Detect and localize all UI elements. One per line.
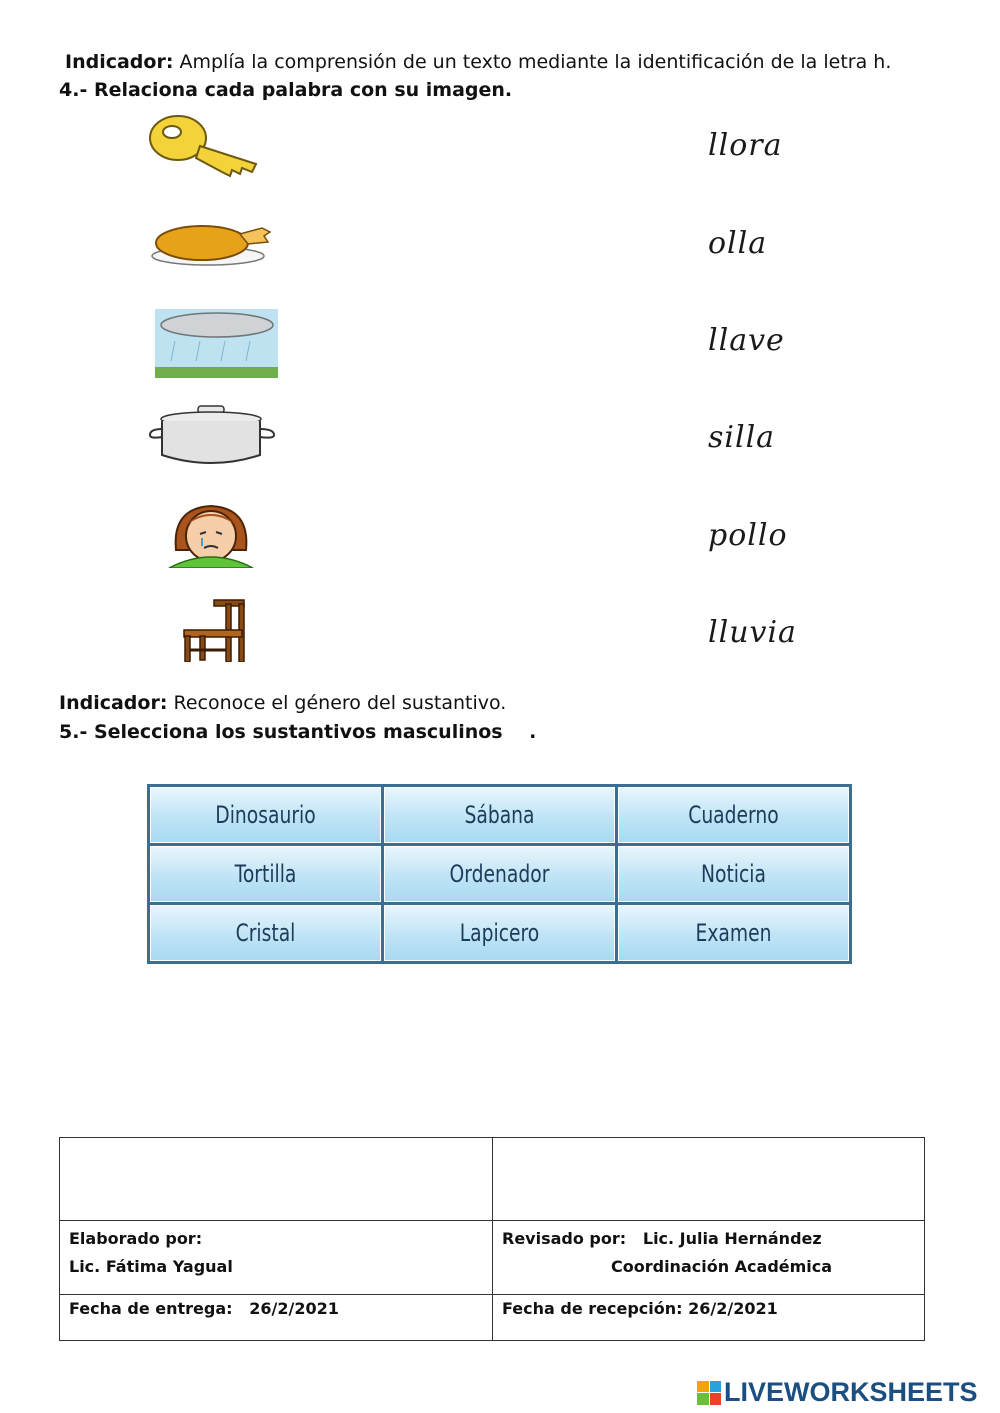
roast-chicken-icon xyxy=(150,216,275,268)
cooking-pot-icon xyxy=(148,405,276,467)
noun-cell-tortilla[interactable] xyxy=(150,846,381,902)
noun-cell-sabana[interactable] xyxy=(384,787,615,843)
indicator-text-2: Reconoce el género del sustantivo. xyxy=(173,692,507,714)
word-llave[interactable]: llave xyxy=(708,323,785,358)
wooden-chair-icon xyxy=(182,598,246,662)
noun-label: Lapicero xyxy=(459,919,540,947)
noun-cell-noticia[interactable] xyxy=(618,846,849,902)
exercise-4-title: 4.- Relaciona cada palabra con su imagen. xyxy=(59,79,513,101)
indicator-line-2 xyxy=(59,692,506,714)
indicator-label: Indicador: xyxy=(65,51,174,73)
key-icon xyxy=(148,110,263,180)
signature-box-right xyxy=(493,1138,925,1221)
noun-label: Cuaderno xyxy=(688,801,779,829)
fecha-entrega: Fecha de entrega: 26/2/2021 xyxy=(60,1295,493,1341)
noun-grid xyxy=(147,784,852,964)
logo-text: LIVEWORKSHEETS xyxy=(724,1377,978,1407)
indicator-text: Amplía la comprensión de un texto mediante la identificación de la letra h. xyxy=(179,51,892,73)
noun-cell-cuaderno[interactable] xyxy=(618,787,849,843)
word-silla[interactable]: silla xyxy=(708,420,776,455)
noun-label: Tortilla xyxy=(234,860,297,888)
logo-mark-icon xyxy=(697,1381,721,1405)
word-pollo[interactable]: pollo xyxy=(708,518,788,553)
noun-label: Cristal xyxy=(235,919,296,947)
noun-cell-cristal[interactable] xyxy=(150,905,381,961)
revisado-cell xyxy=(493,1221,925,1295)
revisado-label: Revisado por: Lic. Julia Hernández xyxy=(502,1229,822,1248)
elaborado-name: Lic. Fátima Yagual xyxy=(69,1257,233,1276)
indicator-line-1 xyxy=(65,51,891,73)
crying-girl-icon xyxy=(166,500,256,568)
word-olla[interactable]: olla xyxy=(708,226,768,261)
noun-cell-lapicero[interactable] xyxy=(384,905,615,961)
word-lluvia[interactable]: lluvia xyxy=(708,615,797,650)
revisado-role: Coordinación Académica xyxy=(611,1257,833,1276)
noun-label: Sábana xyxy=(464,801,535,829)
noun-label: Noticia xyxy=(701,860,766,888)
elaborado-cell xyxy=(60,1221,493,1295)
signature-box-left xyxy=(60,1138,493,1221)
noun-cell-ordenador[interactable] xyxy=(384,846,615,902)
noun-cell-examen[interactable] xyxy=(618,905,849,961)
noun-cell-dinosaurio[interactable] xyxy=(150,787,381,843)
indicator-label-2: Indicador: xyxy=(59,692,168,714)
word-llora[interactable]: llora xyxy=(708,128,783,163)
noun-label: Examen xyxy=(695,919,772,947)
noun-label: Dinosaurio xyxy=(215,801,316,829)
elaborado-label: Elaborado por: xyxy=(69,1229,203,1248)
exercise-5-title: 5.- Selecciona los sustantivos masculinos . xyxy=(59,721,537,743)
noun-label: Ordenador xyxy=(449,860,550,888)
signature-table xyxy=(59,1137,925,1341)
fecha-recepcion: Fecha de recepción: 26/2/2021 xyxy=(493,1295,925,1341)
liveworksheets-logo xyxy=(697,1377,978,1408)
rain-cloud-icon xyxy=(155,309,278,378)
